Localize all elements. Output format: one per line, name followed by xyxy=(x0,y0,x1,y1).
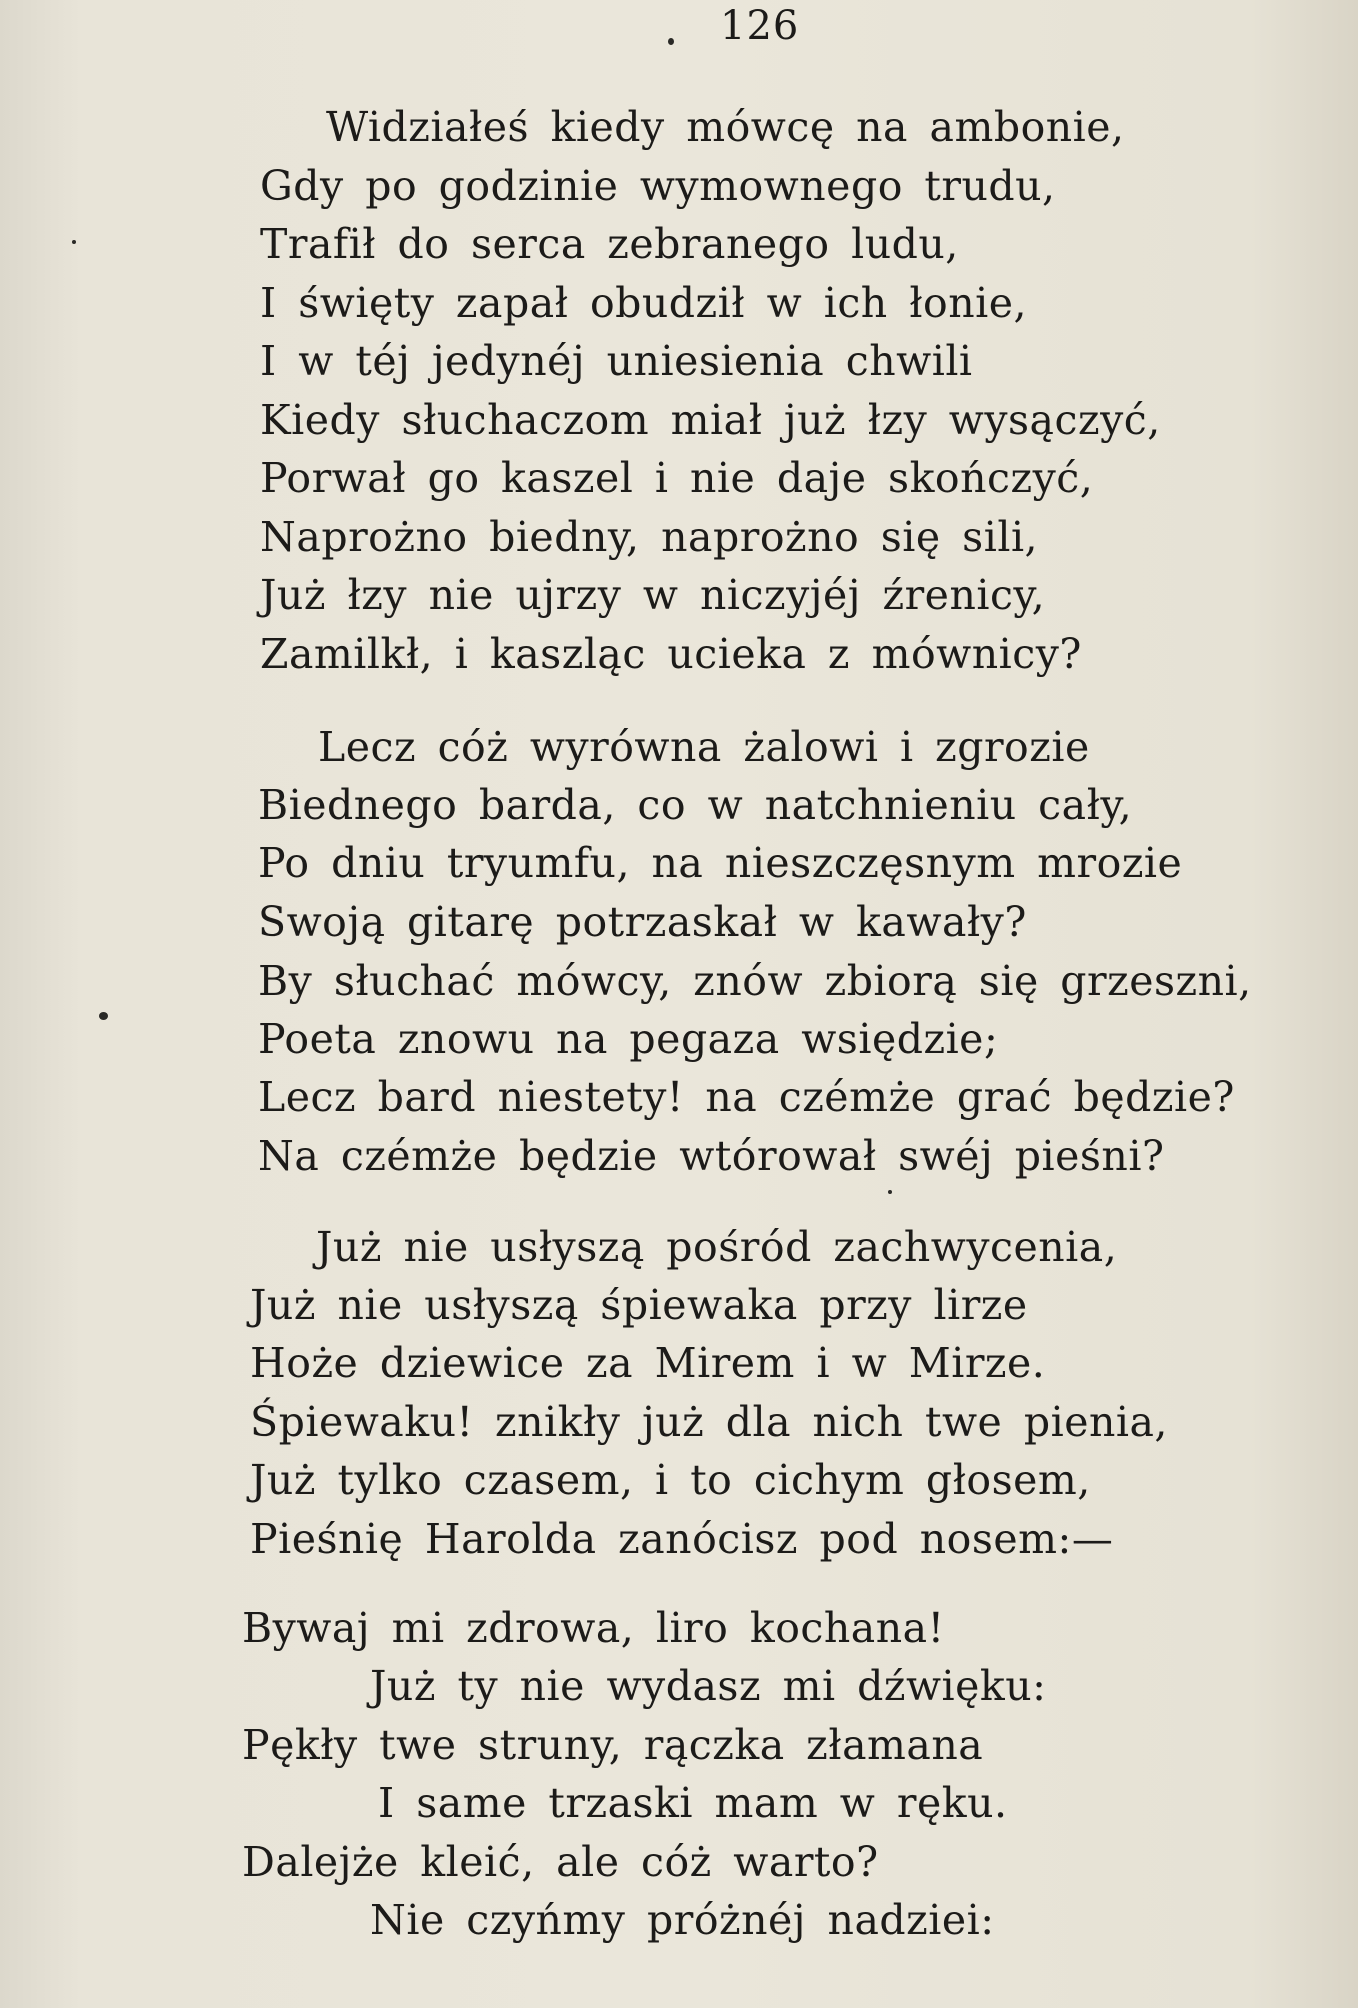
ink-speck xyxy=(99,1012,108,1020)
ink-speck xyxy=(72,240,76,244)
verse-line: Już nie usłyszą śpiewaka przy lirze xyxy=(250,1281,1028,1329)
verse-line: Już tylko czasem, i to cichym głosem, xyxy=(250,1456,1091,1504)
verse-line: I święty zapał obudził w ich łonie, xyxy=(260,279,1028,327)
verse-line: Na czémże będzie wtórował swéj pieśni? xyxy=(258,1132,1165,1180)
verse-line: Już nie usłyszą pośród zachwycenia, xyxy=(316,1223,1118,1271)
verse-line: Nie czyńmy próżnéj nadziei: xyxy=(370,1896,995,1944)
verse-line: Poeta znowu na pegaza wsiędzie; xyxy=(258,1015,999,1063)
verse-line: Bywaj mi zdrowa, liro kochana! xyxy=(242,1604,945,1652)
verse-line: I same trzaski mam w ręku. xyxy=(378,1779,1008,1827)
ink-speck xyxy=(668,38,674,45)
verse-line: Widziałeś kiedy mówcę na ambonie, xyxy=(326,103,1125,151)
page-number: 126 xyxy=(720,3,800,49)
verse-line: By słuchać mówcy, znów zbiorą się grzeszni, xyxy=(258,957,1252,1005)
verse-line: Swoją gitarę potrzaskał w kawały? xyxy=(258,898,1027,946)
verse-line: Dalejże kleić, ale cóż warto? xyxy=(242,1838,879,1886)
verse-line: Zamilkł, i kaszląc ucieka z mównicy? xyxy=(260,630,1082,678)
verse-line: Śpiewaku! znikły już dla nich twe pienia, xyxy=(250,1398,1168,1446)
verse-line: Po dniu tryumfu, na nieszczęsnym mrozie xyxy=(258,839,1183,887)
verse-line: Porwał go kaszel i nie daje skończyć, xyxy=(260,454,1094,502)
verse-line: I w téj jedynéj uniesienia chwili xyxy=(260,337,973,385)
verse-line: Hoże dziewice za Mirem i w Mirze. xyxy=(250,1339,1046,1387)
verse-line: Lecz bard niestety! na czémże grać będzie? xyxy=(258,1073,1235,1121)
verse-line: Pieśnię Harolda zanócisz pod nosem:— xyxy=(250,1515,1114,1563)
verse-line: Naprożno biedny, naprożno się sili, xyxy=(260,513,1039,561)
verse-line: Kiedy słuchaczom miał już łzy wysączyć, xyxy=(260,396,1161,444)
verse-line: Gdy po godzinie wymownego trudu, xyxy=(260,162,1056,210)
verse-line: Już ty nie wydasz mi dźwięku: xyxy=(370,1662,1047,1710)
verse-line: Lecz cóż wyrówna żalowi i zgrozie xyxy=(318,723,1090,771)
verse-line: Trafił do serca zebranego ludu, xyxy=(260,220,959,268)
ink-speck xyxy=(888,1190,892,1194)
verse-line: Pękły twe struny, rączka złamana xyxy=(242,1721,984,1769)
verse-line: Już łzy nie ujrzy w niczyjéj źrenicy, xyxy=(260,571,1046,619)
verse-line: Biednego barda, co w natchnieniu cały, xyxy=(258,781,1133,829)
